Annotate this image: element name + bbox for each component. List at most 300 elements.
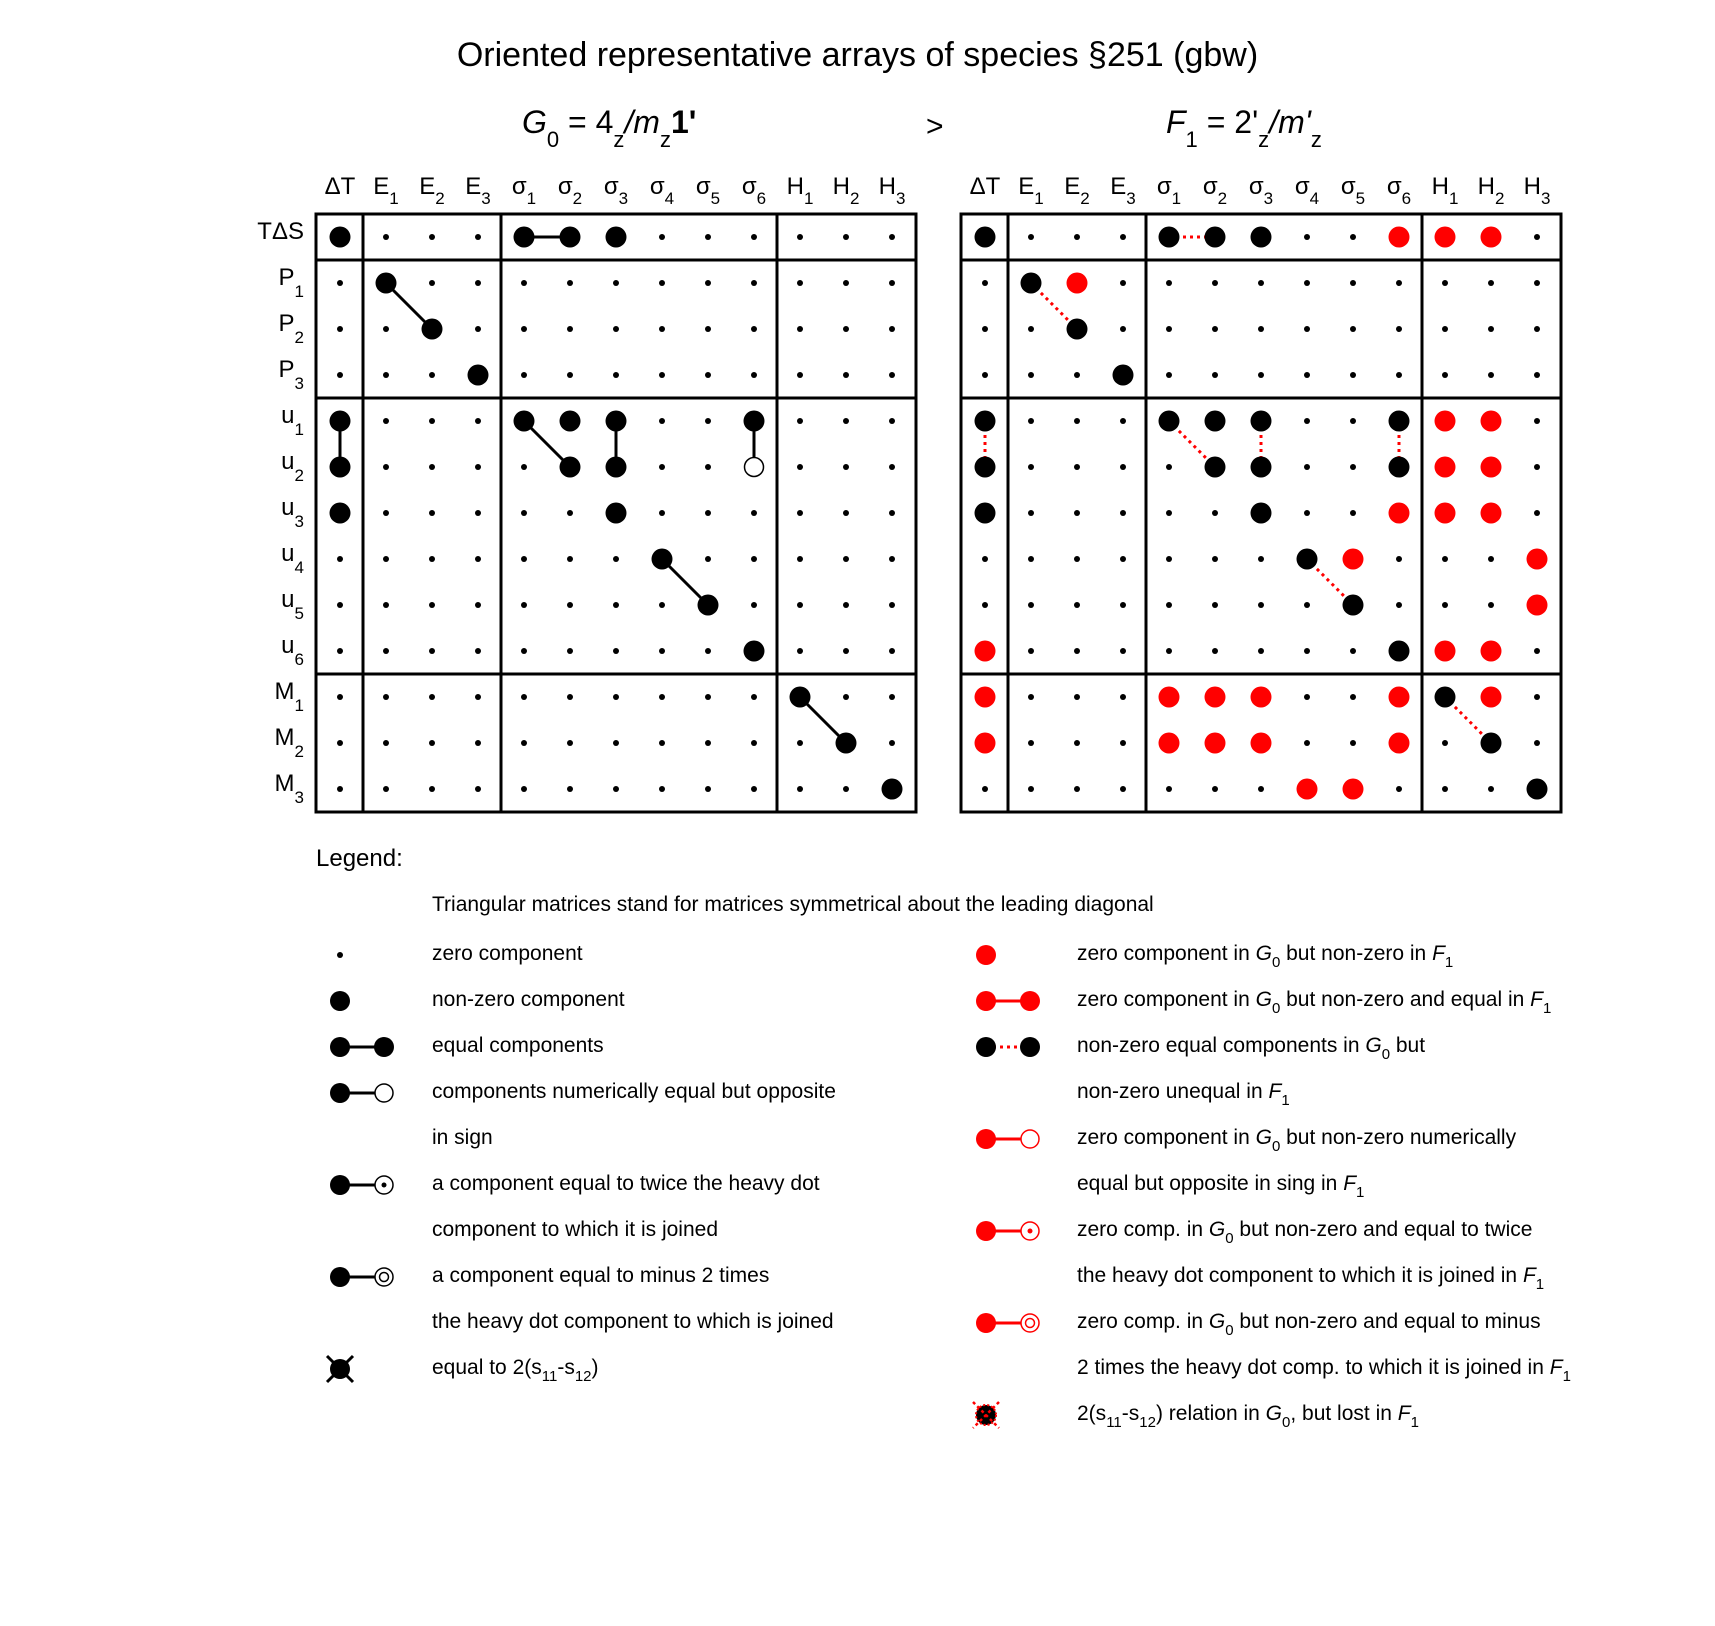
zero-dot (383, 556, 389, 562)
column-header (419, 173, 444, 208)
zero-dot (1488, 556, 1494, 562)
legend-text-part: non-zero unequal in (1077, 1080, 1269, 1103)
column-header (1157, 173, 1181, 208)
legend-text-part: zero component in (1077, 988, 1256, 1011)
zero-dot (797, 418, 803, 424)
zero-dot (889, 372, 895, 378)
zero-dot (1120, 740, 1126, 746)
zero-dot (475, 510, 481, 516)
zero-dot (705, 786, 711, 792)
zero-dot (429, 418, 435, 424)
zero-dot (1028, 326, 1034, 332)
red-dot (1481, 227, 1502, 248)
zero-dot (613, 280, 619, 286)
legend-text-part: component to which it is joined (432, 1218, 718, 1241)
nonzero-dot (1343, 595, 1364, 616)
column-header-main: H (1477, 173, 1495, 200)
nonzero-dot (514, 411, 535, 432)
zero-dot (475, 556, 481, 562)
red-dot (1481, 641, 1502, 662)
zero-dot (1074, 648, 1080, 654)
column-header-main: E (373, 173, 390, 200)
nonzero-dot (1159, 411, 1180, 432)
legend-text-part: zero comp. in (1077, 1310, 1209, 1333)
column-header-sub: 3 (1126, 189, 1136, 208)
zero-dot (797, 786, 803, 792)
nonzero-dot (330, 227, 351, 248)
zero-dot (475, 326, 481, 332)
column-header (1110, 173, 1135, 208)
zero-dot (659, 602, 665, 608)
zero-dot (1304, 280, 1310, 286)
zero-dot (705, 510, 711, 516)
legend-dot (1028, 1229, 1033, 1234)
zero-dot (982, 326, 988, 332)
legend-text (1077, 1218, 1533, 1247)
zero-dot (613, 740, 619, 746)
legend-text-part: G (1255, 988, 1272, 1011)
zero-dot (1074, 740, 1080, 746)
zero-dot (1442, 602, 1448, 608)
zero-dot (659, 740, 665, 746)
zero-dot (383, 234, 389, 240)
group-left-symbol: G (522, 104, 547, 140)
red-dot (975, 733, 996, 754)
nonzero-dot (422, 319, 443, 340)
zero-dot (521, 602, 527, 608)
legend-dot (330, 1267, 350, 1287)
legend-dot (330, 1083, 350, 1103)
legend-open-dot (375, 1268, 393, 1286)
zero-dot (705, 418, 711, 424)
legend-text-part: but non-zero numerically (1280, 1126, 1517, 1149)
zero-dot (797, 602, 803, 608)
legend-text-part: but non-zero and equal in (1280, 988, 1531, 1011)
zero-dot (1304, 694, 1310, 700)
red-dot (1251, 687, 1272, 708)
legend-text-part: but non-zero and equal to minus (1233, 1310, 1541, 1333)
column-header-sub: 2 (1494, 189, 1505, 208)
nonzero-dot (1297, 549, 1318, 570)
zero-dot (1304, 372, 1310, 378)
group-left-part: z (613, 127, 625, 152)
zero-dot (1396, 280, 1402, 286)
zero-dot (1028, 602, 1034, 608)
page-title: Oriented representative arrays of species §251 (gbw) (456, 36, 1259, 74)
legend-text-part: F (1397, 1402, 1411, 1425)
nonzero-dot (975, 411, 996, 432)
zero-dot (1028, 418, 1034, 424)
zero-dot (521, 280, 527, 286)
legend-text-part: zero component (432, 942, 583, 965)
zero-dot (843, 510, 849, 516)
legend-text-part: 1 (1410, 1414, 1419, 1431)
legend-text-part: 1 (1356, 1184, 1365, 1201)
zero-dot (889, 694, 895, 700)
zero-dot (383, 740, 389, 746)
legend-dot (330, 1037, 350, 1057)
column-header-sub: 1 (1171, 189, 1182, 208)
small-dot-icon (322, 940, 412, 970)
zero-dot (889, 418, 895, 424)
zero-dot (843, 326, 849, 332)
legend-text-part: , but lost in (1290, 1402, 1398, 1425)
zero-dot (1212, 602, 1218, 608)
legend-dot (976, 1037, 996, 1057)
nonzero-dot (698, 595, 719, 616)
column-header-sub: 5 (1355, 189, 1366, 208)
nonzero-dot (606, 411, 627, 432)
red-dot (1297, 779, 1318, 800)
nonzero-dot (975, 503, 996, 524)
legend-text-part: 2(s (1077, 1402, 1107, 1425)
zero-dot (1304, 418, 1310, 424)
legend-text-part: 0 (1225, 1230, 1234, 1247)
zero-dot (1534, 326, 1540, 332)
big-dot-icon (322, 986, 412, 1016)
zero-dot (1350, 694, 1356, 700)
zero-dot (429, 234, 435, 240)
legend-text (1077, 1356, 1571, 1385)
legend-text-part: G (1208, 1310, 1226, 1333)
zero-dot (705, 556, 711, 562)
zero-dot (1166, 280, 1172, 286)
nonzero-dot (376, 273, 397, 294)
zero-dot (383, 464, 389, 470)
zero-dot (1028, 464, 1034, 470)
zero-dot (843, 602, 849, 608)
nonzero-dot (836, 733, 857, 754)
column-header (1249, 173, 1273, 208)
row-header-main: P (278, 310, 295, 337)
zero-dot (429, 694, 435, 700)
zero-dot (751, 280, 757, 286)
zero-dot (1534, 648, 1540, 654)
red-dot (1389, 227, 1410, 248)
column-header-main: σ (695, 173, 711, 200)
zero-dot (337, 372, 343, 378)
legend-text-part: 12 (574, 1368, 592, 1385)
column-header (1203, 173, 1227, 208)
zero-dot (567, 556, 573, 562)
zero-dot (843, 786, 849, 792)
legend-text-part: F (1530, 988, 1543, 1011)
row-header (281, 494, 304, 531)
nonzero-dot (1159, 227, 1180, 248)
legend-dot (976, 991, 996, 1011)
zero-dot (567, 326, 573, 332)
zero-dot (475, 418, 481, 424)
legend-text (1077, 988, 1552, 1017)
red-dot-icon (968, 940, 1058, 970)
row-header (279, 356, 304, 393)
zero-dot (1534, 464, 1540, 470)
red-crossed-dot-icon (968, 1400, 1058, 1430)
zero-dot (1534, 372, 1540, 378)
zero-dot (843, 464, 849, 470)
zero-dot (659, 234, 665, 240)
zero-dot (567, 786, 573, 792)
legend-text-part: 11 (541, 1368, 558, 1385)
zero-dot (1028, 786, 1034, 792)
legend-text-part: zero component in (1077, 1126, 1256, 1149)
zero-dot (521, 786, 527, 792)
column-header-sub: 6 (1401, 189, 1412, 208)
zero-dot (797, 326, 803, 332)
legend-open-dot (1021, 1314, 1039, 1332)
column-header-sub: 6 (756, 189, 767, 208)
zero-dot (1488, 602, 1494, 608)
zero-dot (1120, 234, 1126, 240)
zero-dot (889, 648, 895, 654)
zero-dot (1304, 510, 1310, 516)
zero-dot (1396, 556, 1402, 562)
zero-dot (1258, 648, 1264, 654)
zero-dot (475, 740, 481, 746)
row-header (275, 724, 304, 761)
zero-dot (1304, 234, 1310, 240)
legend-open-dot (375, 1084, 393, 1102)
column-header-sub: 1 (389, 189, 399, 208)
column-header-sub: 1 (803, 189, 814, 208)
column-header (650, 173, 674, 208)
zero-dot (1212, 786, 1218, 792)
row-header-main: TΔS (257, 218, 304, 245)
zero-dot (982, 602, 988, 608)
legend-open-dot (1021, 1130, 1039, 1148)
nonzero-dot (1435, 687, 1456, 708)
red-dot (1389, 687, 1410, 708)
nonzero-dot (560, 457, 581, 478)
column-header (787, 173, 814, 208)
matrix-left (257, 173, 916, 812)
legend-text (432, 1034, 604, 1058)
legend-text (1077, 1310, 1541, 1339)
column-header-sub: 2 (1217, 189, 1228, 208)
zero-dot (751, 372, 757, 378)
zero-dot (1120, 280, 1126, 286)
zero-dot (889, 740, 895, 746)
nonzero-dot (882, 779, 903, 800)
nonzero-dot (1251, 227, 1272, 248)
zero-dot (1258, 326, 1264, 332)
legend-text-part: F (1432, 942, 1445, 965)
zero-dot (1166, 326, 1172, 332)
row-header (257, 218, 304, 245)
zero-dot (1212, 326, 1218, 332)
column-header-sub: 2 (849, 189, 860, 208)
row-header (281, 402, 304, 439)
nonzero-dot (1481, 733, 1502, 754)
red-dot (1205, 733, 1226, 754)
zero-dot (429, 602, 435, 608)
zero-dot (383, 372, 389, 378)
zero-dot (1396, 786, 1402, 792)
legend-text (1077, 1402, 1419, 1431)
column-header-main: σ (1202, 173, 1218, 200)
zero-dot (751, 326, 757, 332)
red-dot (1343, 779, 1364, 800)
zero-dot (659, 372, 665, 378)
red-link-red-icon (968, 986, 1058, 1016)
legend-text-part: the heavy dot component to which it is joined in (1077, 1264, 1523, 1287)
column-header-sub: 2 (572, 189, 583, 208)
crossed-dot-icon (322, 1354, 412, 1384)
zero-dot (889, 234, 895, 240)
zero-dot (1120, 694, 1126, 700)
group-right-sub: 1 (1185, 127, 1198, 152)
column-header-main: H (786, 173, 804, 200)
column-header (1478, 173, 1505, 208)
nonzero-dot (330, 457, 351, 478)
zero-dot (659, 464, 665, 470)
zero-dot (1442, 372, 1448, 378)
legend-text-part: 1 (1542, 1000, 1552, 1017)
red-link-open-icon (968, 1124, 1058, 1154)
zero-dot (1534, 510, 1540, 516)
zero-dot (1304, 740, 1310, 746)
nonzero-dot (790, 687, 811, 708)
zero-dot (751, 234, 757, 240)
zero-dot (1534, 234, 1540, 240)
zero-dot (1028, 740, 1034, 746)
row-header-main: u (281, 540, 295, 567)
column-header-sub: 5 (710, 189, 721, 208)
nonzero-dot (1527, 779, 1548, 800)
row-header-sub: 6 (294, 650, 304, 669)
red-dot (1435, 457, 1456, 478)
zero-dot (1074, 556, 1080, 562)
legend-text-part: a component equal to twice the heavy dot (432, 1172, 820, 1195)
zero-dot (1074, 372, 1080, 378)
zero-dot (659, 510, 665, 516)
legend-text-part: 2 times the heavy dot comp. to which it is joined in (1077, 1356, 1550, 1379)
red-dot (1389, 733, 1410, 754)
zero-dot (1074, 418, 1080, 424)
zero-dot (1212, 648, 1218, 654)
solid-link-open-icon (322, 1078, 412, 1108)
zero-dot (797, 648, 803, 654)
zero-dot (567, 372, 573, 378)
row-header-sub: 1 (294, 282, 304, 301)
column-header-main: E (465, 173, 482, 200)
column-header-main: H (878, 173, 896, 200)
zero-dot (1120, 556, 1126, 562)
red-dot (1435, 641, 1456, 662)
column-header-main: E (1064, 173, 1081, 200)
zero-dot (705, 648, 711, 654)
column-header (1341, 173, 1365, 208)
zero-dot (1442, 556, 1448, 562)
zero-dot (613, 372, 619, 378)
zero-dot (1396, 372, 1402, 378)
zero-dot (1304, 464, 1310, 470)
zero-dot (337, 740, 343, 746)
red-dot (1435, 411, 1456, 432)
zero-dot (1166, 648, 1172, 654)
zero-dot (383, 510, 389, 516)
zero-dot (383, 648, 389, 654)
legend-text-part: 12 (1139, 1414, 1156, 1431)
group-right-part: /m' (1269, 104, 1311, 140)
zero-dot (383, 326, 389, 332)
zero-dot (1120, 602, 1126, 608)
zero-dot (751, 694, 757, 700)
column-header (1295, 173, 1319, 208)
column-header-main: ΔT (969, 173, 1001, 200)
legend-text-part: 0 (1225, 1322, 1234, 1339)
group-left-part: 1' (670, 104, 697, 140)
legend-text (432, 942, 583, 966)
zero-dot (1212, 372, 1218, 378)
legend-text-part: G (1365, 1034, 1382, 1057)
legend-text (432, 1126, 493, 1150)
column-header-sub: 3 (618, 189, 629, 208)
zero-dot (1212, 280, 1218, 286)
legend-dot (330, 1175, 350, 1195)
zero-dot (1350, 418, 1356, 424)
nonzero-dot (1251, 503, 1272, 524)
red-dot (1481, 411, 1502, 432)
matrix-right (961, 173, 1561, 812)
nonzero-dot (1205, 227, 1226, 248)
column-header-main: σ (1386, 173, 1402, 200)
zero-dot (705, 694, 711, 700)
zero-dot (889, 326, 895, 332)
zero-dot (337, 786, 343, 792)
zero-dot (1396, 326, 1402, 332)
zero-dot (705, 280, 711, 286)
row-header-sub: 2 (294, 328, 304, 347)
zero-dot (1488, 326, 1494, 332)
zero-dot (1488, 280, 1494, 286)
zero-dot (475, 234, 481, 240)
row-header-main: M (274, 770, 295, 797)
legend-text-part: 1 (1444, 954, 1454, 971)
row-header-sub: 3 (294, 512, 304, 531)
column-header-main: E (419, 173, 436, 200)
nonzero-dot (1113, 365, 1134, 386)
zero-dot (705, 326, 711, 332)
legend-text-part: zero comp. in (1077, 1218, 1209, 1241)
column-header-main: σ (511, 173, 527, 200)
zero-dot (1166, 510, 1172, 516)
column-header-main: H (1431, 173, 1449, 200)
legend-text-part: 1 (1535, 1276, 1545, 1293)
red-dot (1159, 687, 1180, 708)
open-dot (745, 458, 764, 477)
zero-dot (797, 234, 803, 240)
zero-dot (1212, 556, 1218, 562)
legend-dot (1020, 991, 1040, 1011)
legend-text-part: 0 (1271, 1000, 1281, 1017)
zero-dot (337, 648, 343, 654)
zero-dot (567, 740, 573, 746)
zero-dot (521, 464, 527, 470)
row-header (281, 586, 304, 623)
zero-dot (1074, 602, 1080, 608)
column-header-main: σ (1294, 173, 1310, 200)
nonzero-dot (1205, 411, 1226, 432)
zero-dot (1534, 694, 1540, 700)
zero-dot (659, 280, 665, 286)
legend-text-part: the heavy dot component to which is joined (432, 1310, 834, 1333)
zero-dot (613, 786, 619, 792)
zero-dot (475, 648, 481, 654)
nonzero-dot (330, 503, 351, 524)
column-header (696, 173, 720, 208)
zero-dot (1350, 234, 1356, 240)
